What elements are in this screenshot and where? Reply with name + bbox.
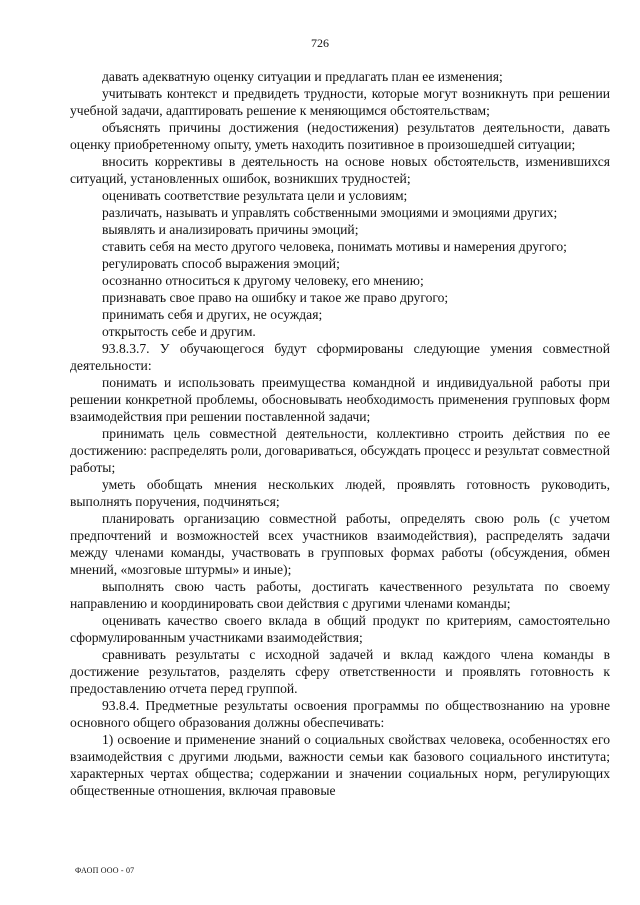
paragraph: принимать цель совместной деятельности, коллективно строить действия по ее достижению: распределять роли, договариваться, обсуждать процесс и результат совместной работы; bbox=[70, 426, 610, 475]
paragraph: оценивать соответствие результата цели и условиям; bbox=[102, 188, 408, 203]
document-body bbox=[70, 68, 610, 799]
paragraph: ставить себя на место другого человека, понимать мотивы и намерения другого; bbox=[102, 239, 567, 254]
paragraph: сравнивать результаты с исходной задачей и вклад каждого члена команды в достижение результатов, разделять сферу ответственности и проявлять готовность к предоставлению отчета перед группой. bbox=[70, 647, 610, 696]
paragraph: признавать свое право на ошибку и такое же право другого; bbox=[102, 290, 449, 305]
paragraph: объяснять причины достижения (недостижения) результатов деятельности, давать оценку приобретенному опыту, уметь находить позитивное в произошедшей ситуации; bbox=[70, 120, 610, 152]
paragraph: регулировать способ выражения эмоций; bbox=[102, 256, 340, 271]
paragraph: выполнять свою часть работы, достигать качественного результата по своему направлению и координировать свои действия с другими членами команды; bbox=[70, 579, 610, 611]
paragraph: планировать организацию совместной работы, определять свою роль (с учетом предпочтений и возможностей всех участников взаимодействия), распределять задачи между членами команды, участвовать в групповых формах работы (обсуждения, обмен мнений, «мозговые штурмы» и иные); bbox=[70, 511, 610, 577]
section-heading-paragraph: 93.8.3.7. У обучающегося будут сформированы следующие умения совместной деятельности: bbox=[70, 341, 610, 373]
paragraph: осознанно относиться к другому человеку, его мнению; bbox=[102, 273, 424, 288]
paragraph: принимать себя и других, не осуждая; bbox=[102, 307, 323, 322]
paragraph: вносить коррективы в деятельность на основе новых обстоятельств, изменившихся ситуаций, установленных ошибок, возникших трудностей; bbox=[70, 154, 610, 186]
page-number: 726 bbox=[311, 36, 329, 50]
paragraph: 1) освоение и применение знаний о социальных свойствах человека, особенностях его взаимодействия с другими людьми, важности семьи как базового социального института; характерных чертах общества; содержании и значении социальных норм, регулирующих общественные отношения, включая правовые bbox=[70, 732, 610, 798]
paragraph: учитывать контекст и предвидеть трудности, которые могут возникнуть при решении учебной задачи, адаптировать решение к меняющимся обстоятельствам; bbox=[70, 86, 610, 118]
paragraph: давать адекватную оценку ситуации и предлагать план ее изменения; bbox=[102, 69, 503, 84]
section-heading-paragraph: 93.8.4. Предметные результаты освоения программы по обществознанию на уровне основного общего образования должны обеспечивать: bbox=[70, 698, 610, 730]
footer-label: ФАОП ООО - 07 bbox=[75, 866, 135, 875]
paragraph: понимать и использовать преимущества командной и индивидуальной работы при решении конкретной проблемы, обосновывать необходимость применения групповых форм взаимодействия при решении поставленной задачи; bbox=[70, 375, 610, 424]
paragraph: выявлять и анализировать причины эмоций; bbox=[102, 222, 359, 237]
paragraph: уметь обобщать мнения нескольких людей, проявлять готовность руководить, выполнять поручения, подчиняться; bbox=[70, 477, 610, 509]
paragraph: открытость себе и другим. bbox=[102, 324, 256, 339]
paragraph: различать, называть и управлять собственными эмоциями и эмоциями других; bbox=[102, 205, 558, 220]
paragraph: оценивать качество своего вклада в общий продукт по критериям, самостоятельно сформулированным участниками взаимодействия; bbox=[70, 613, 610, 645]
